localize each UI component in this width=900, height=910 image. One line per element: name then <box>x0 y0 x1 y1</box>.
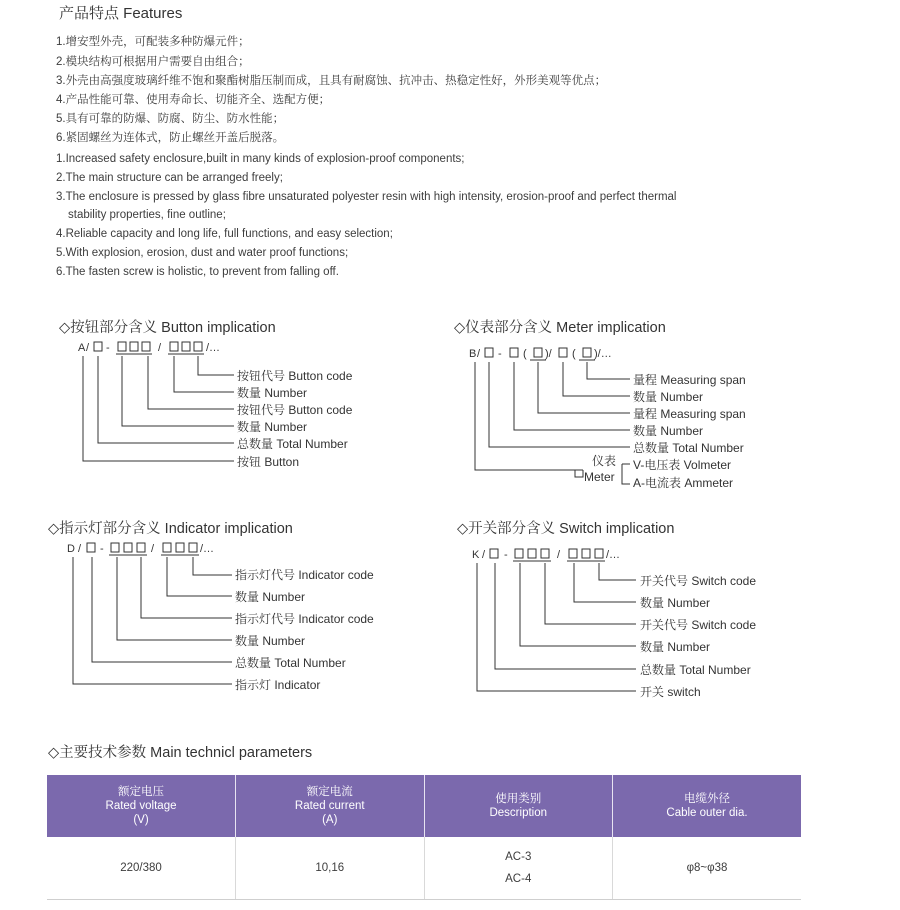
svg-text:/: / <box>477 348 481 360</box>
svg-text:/…: /… <box>606 549 621 561</box>
svg-text:/: / <box>158 342 162 354</box>
meter-label-span-2: 量程 Measuring span <box>633 407 746 421</box>
svg-text:-: - <box>106 342 110 354</box>
button-label-code: 按钮代号 Button code <box>237 369 353 383</box>
params-header-row <box>47 775 801 837</box>
header-voltage <box>47 775 236 837</box>
indicator-label-total: 总数量 Total Number <box>235 656 346 670</box>
header-voltage-unit: (V) <box>133 814 149 826</box>
meter-label-span: 量程 Measuring span <box>633 373 746 387</box>
svg-text:(: ( <box>523 348 527 360</box>
cell-current: 10,16 <box>236 837 425 900</box>
cell-description <box>424 837 613 900</box>
svg-text:/: / <box>482 549 486 561</box>
meter-label-number-2: 数量 Number <box>633 424 704 438</box>
header-voltage-en: Rated voltage <box>105 800 177 812</box>
button-label-code-2: 按钮代号 Button code <box>237 403 353 417</box>
feature-en-4: 4.Reliable capacity and long life, full functions, and easy selection; <box>56 228 393 240</box>
svg-text:/: / <box>78 543 82 555</box>
meter-option-ammeter: A-电流表 Ammeter <box>633 476 734 490</box>
button-label-number: 数量 Number <box>237 386 308 400</box>
header-cable <box>613 775 802 837</box>
feature-cn-3: 3.外壳由高强度玻璃纤维不饱和聚酯树脂压制而成，且具有耐腐蚀、抗冲击、热稳定性好，外形美观等优点； <box>56 75 607 87</box>
svg-text:A: A <box>78 342 86 354</box>
feature-en-6: 6.The fasten screw is holistic, to prevent from falling off. <box>56 266 339 278</box>
svg-text:/…: /… <box>206 342 221 354</box>
params-section-title: ◇主要技术参数 Main technicl parameters <box>48 745 313 761</box>
svg-text:)/: )/ <box>545 348 552 360</box>
header-description-cn: 使用类别 <box>495 793 542 805</box>
svg-text:K: K <box>472 549 480 561</box>
switch-label-total: 总数量 Total Number <box>640 663 751 677</box>
features-title: 产品特点 Features <box>59 5 183 22</box>
meter-type-cn: 仪表 <box>592 454 617 468</box>
indicator-label-number: 数量 Number <box>235 590 306 604</box>
cell-description-ac3: AC-3 <box>505 851 532 863</box>
switch-label-code-2: 开关代号 Switch code <box>640 618 757 632</box>
indicator-label-number-2: 数量 Number <box>235 634 306 648</box>
svg-text:D: D <box>67 543 75 555</box>
meter-label-total: 总数量 Total Number <box>633 441 744 455</box>
button-section-title: ◇按钮部分含义 Button implication <box>59 320 276 336</box>
switch-section-title: ◇开关部分含义 Switch implication <box>457 521 675 537</box>
svg-text:/: / <box>557 549 561 561</box>
header-current-cn: 额定电流 <box>306 786 353 798</box>
header-description <box>424 775 613 837</box>
cell-description-ac4: AC-4 <box>505 873 532 885</box>
feature-cn-1: 1.增安型外壳，可配装多种防爆元件； <box>56 36 250 48</box>
switch-label-code: 开关代号 Switch code <box>640 574 757 588</box>
feature-cn-4: 4.产品性能可靠、使用寿命长、切能齐全、选配方便； <box>56 94 331 106</box>
feature-cn-2: 2.模块结构可根据用户需要自由组合； <box>56 56 250 68</box>
feature-en-2: 2.The main structure can be arranged freely; <box>56 172 283 184</box>
meter-label-number: 数量 Number <box>633 390 704 404</box>
indicator-label-code: 指示灯代号 Indicator code <box>235 568 374 582</box>
feature-cn-6: 6.紧固螺丝为连体式，防止螺丝开盖后脱落。 <box>56 132 285 144</box>
header-current-unit: (A) <box>322 814 338 826</box>
indicator-section-title: ◇指示灯部分含义 Indicator implication <box>48 521 293 537</box>
meter-type-en: Meter <box>584 470 615 484</box>
button-label-number-2: 数量 Number <box>237 420 308 434</box>
svg-text:/: / <box>86 342 90 354</box>
header-current-en: Rated current <box>294 800 365 812</box>
svg-text:/…: /… <box>200 543 215 555</box>
switch-label-number: 数量 Number <box>640 596 711 610</box>
table-row <box>47 837 801 900</box>
cell-cable: φ8~φ38 <box>613 837 802 900</box>
meter-option-voltmeter: V-电压表 Volmeter <box>633 458 732 472</box>
header-cable-en: Cable outer dia. <box>666 807 748 819</box>
feature-cn-5: 5.具有可靠的防爆、防腐、防尘、防水性能； <box>56 113 285 125</box>
feature-en-3b: stability properties, fine outline; <box>68 209 226 221</box>
svg-text:B: B <box>469 348 477 360</box>
svg-text:)/…: )/… <box>594 348 612 360</box>
svg-text:-: - <box>100 543 104 555</box>
cell-voltage: 220/380 <box>47 837 236 900</box>
indicator-label-code-2: 指示灯代号 Indicator code <box>235 612 374 626</box>
svg-text:(: ( <box>572 348 576 360</box>
button-label-total: 总数量 Total Number <box>237 437 348 451</box>
svg-text:-: - <box>504 549 508 561</box>
params-table <box>47 775 801 900</box>
svg-text:-: - <box>498 348 502 360</box>
button-label-button: 按钮 Button <box>237 455 300 469</box>
header-voltage-cn: 额定电压 <box>118 786 164 798</box>
feature-en-5: 5.With explosion, erosion, dust and water proof functions; <box>56 247 349 259</box>
svg-text:/: / <box>151 543 155 555</box>
switch-label-switch: 开关 switch <box>640 685 701 699</box>
header-current <box>236 775 425 837</box>
header-description-en: Description <box>489 807 548 819</box>
switch-label-number-2: 数量 Number <box>640 640 711 654</box>
indicator-label-indicator: 指示灯 Indicator <box>235 678 321 692</box>
meter-section-title: ◇仪表部分含义 Meter implication <box>454 320 666 336</box>
feature-en-3: 3.The enclosure is pressed by glass fibre unsaturated polyester resin with high intensity, erosion-proof and perfect thermal <box>56 191 677 203</box>
header-cable-cn: 电缆外径 <box>684 793 730 805</box>
feature-en-1: 1.Increased safety enclosure,built in many kinds of explosion-proof components; <box>56 153 465 165</box>
